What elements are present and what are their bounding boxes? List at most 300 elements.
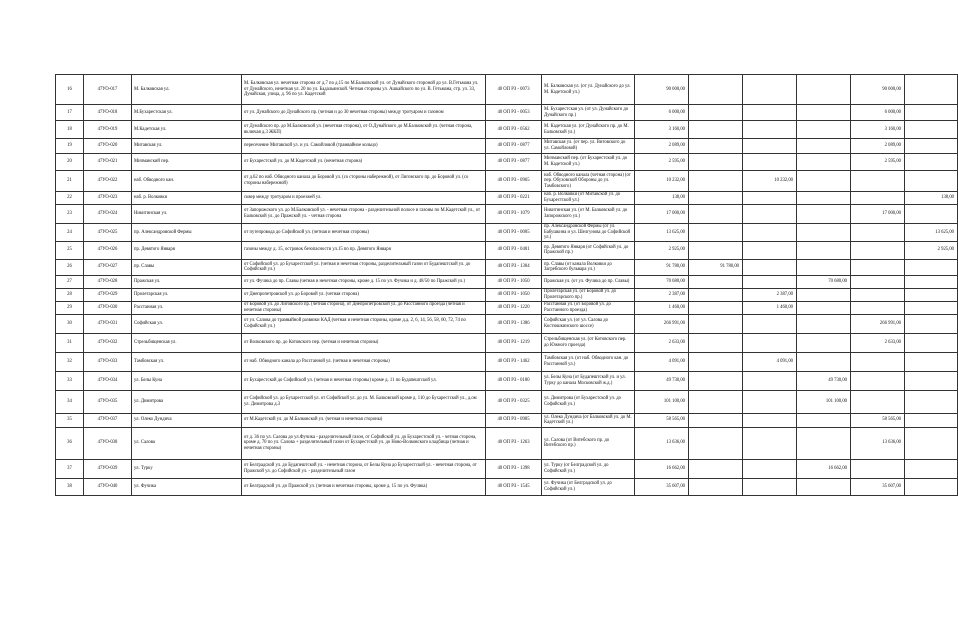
amount-col-6 [905, 259, 958, 275]
road-id: 40 ОП РЗ - 0401 [486, 241, 542, 259]
work-description: сквер между тротуаром и проезжей ул. [242, 192, 486, 205]
work-description: от Софийской ул. до Бухарестской ул. (четная и нечетная стороны, разделительный газон от Будапештской ул. до Софийской ул.) [242, 259, 486, 275]
amount-total: 70 680,00 [635, 275, 689, 288]
object-code: 47УО-037 [84, 413, 132, 427]
amount-total: 10 232,00 [635, 171, 689, 192]
object-code: 47УО-031 [84, 314, 132, 333]
table-row [56, 413, 958, 427]
amount-col-6 [905, 390, 958, 413]
road-id: 40 ОП РЗ - 0221 [486, 192, 542, 205]
work-description: от Бухарестской ул. до М.Кадетской ул. (нечетная сторона) [242, 154, 486, 171]
amount-col-4 [797, 259, 851, 275]
amount-col-2 [689, 241, 743, 259]
table-row [56, 192, 958, 205]
amount-col-5 [851, 352, 905, 371]
amount-col-4 [797, 105, 851, 121]
road-id: 40 ОП РЗ - 0180 [486, 371, 542, 390]
road-id: 40 ОП РЗ - 0877 [486, 139, 542, 154]
amount-total: 17 000,00 [635, 205, 689, 224]
table-row [56, 371, 958, 390]
object-code: 47УО-025 [84, 224, 132, 242]
work-description: от ул. Дунайского до Дунайского пр. (четная и до 30 нечетная стороны) между тротуаром и газоном [242, 105, 486, 121]
street-name: пр. Славы [132, 259, 242, 275]
amount-col-6 [905, 413, 958, 427]
work-description: от д.62 по наб. Обводного канала до Боровой ул. (со стороны набережной), от Лиговского пр. до Боровой ул. (со стороны набережной) [242, 171, 486, 192]
amount-col-4 [797, 333, 851, 352]
amount-col-5: 35 607,00 [851, 478, 905, 495]
amount-total: 2 925,00 [635, 241, 689, 259]
amount-col-4 [797, 154, 851, 171]
work-description: от д. 36 по ул. Салова до ул.Фучика - разделительный газон, от Софийской ул. до Бухарестской ул. - четная сторона, кроме д. 70 по ул. Салова + разделительный газон от Бухарестской ул. до Ново-Волковского кладбища (четная и нечетная стороны) [242, 427, 486, 459]
amount-col-3 [743, 205, 797, 224]
row-number: 37 [56, 459, 84, 478]
amount-col-6 [905, 139, 958, 154]
road-id: 40 ОП РЗ - 0005 [486, 224, 542, 242]
road-id: 40 ОП РЗ - 1263 [486, 427, 542, 459]
road-id: 40 ОП РЗ - 0073 [486, 75, 542, 105]
road-id: 40 ОП РЗ - 1050 [486, 288, 542, 301]
amount-col-4: 101 100,00 [797, 390, 851, 413]
row-number: 20 [56, 154, 84, 171]
row-number: 33 [56, 371, 84, 390]
amount-col-4: 16 662,00 [797, 459, 851, 478]
row-number: 34 [56, 390, 84, 413]
object-code: 47УО-022 [84, 171, 132, 192]
amount-col-3 [743, 139, 797, 154]
row-number: 28 [56, 288, 84, 301]
amount-col-3: 2 387,00 [743, 288, 797, 301]
amount-col-6 [905, 121, 958, 139]
road-segment: Стрельбищенская ул. (от Котовского пер. до Южного проезда) [542, 333, 635, 352]
row-number: 24 [56, 224, 84, 242]
amount-col-3 [743, 371, 797, 390]
street-name: ул. Турку [132, 459, 242, 478]
road-segment: Никитинская ул. (от М. Балковской ул. до Запорожского ул.) [542, 205, 635, 224]
amount-col-6 [905, 171, 958, 192]
amount-col-3 [743, 413, 797, 427]
road-segment: ул. Белы Куна (от Будапештской ул. и ул. Турку до канала Московской ж.д.) [542, 371, 635, 390]
table-row [56, 154, 958, 171]
object-code: 47УО-032 [84, 333, 132, 352]
road-id: 40 ОП РЗ - 1079 [486, 205, 542, 224]
amount-col-5: 90 000,00 [851, 75, 905, 105]
amount-col-4 [797, 314, 851, 333]
street-name: Тамбовская ул. [132, 352, 242, 371]
object-code: 47УО-035 [84, 390, 132, 413]
road-segment: пр. Девятого Января (от Софийской ул. до Пражской пр.) [542, 241, 635, 259]
amount-col-4 [797, 121, 851, 139]
amount-col-6 [905, 427, 958, 459]
table-row [56, 390, 958, 413]
object-code: 47УО-021 [84, 154, 132, 171]
road-segment: Софийская ул. (от ул. Салова до Костюшкинского шоссе) [542, 314, 635, 333]
table-row [56, 459, 958, 478]
amount-total: 2 387,00 [635, 288, 689, 301]
street-name: пр. Александровской Фермы [132, 224, 242, 242]
amount-col-4 [797, 352, 851, 371]
street-name: Стрельбищенская ул. [132, 333, 242, 352]
amount-col-3 [743, 241, 797, 259]
object-code: 47УО-017 [84, 75, 132, 105]
amount-col-2 [689, 390, 743, 413]
work-description: от ул. Фучика до пр. Славы (четная и нечетная стороны, кроме д. 15 по ул. Фучика и д. 48/50 по Пражской ул.) [242, 275, 486, 288]
object-code: 47УО-027 [84, 259, 132, 275]
amount-col-6 [905, 288, 958, 301]
amount-col-2 [689, 105, 743, 121]
amount-col-6 [905, 301, 958, 314]
amount-total: 266 991,00 [635, 314, 689, 333]
road-segment: М. Балковская ул. (от ул. Дунайского до ул. М. Кадетской ул.) [542, 75, 635, 105]
amount-col-6 [905, 154, 958, 171]
road-id: 40 ОП РЗ - 0877 [486, 154, 542, 171]
amount-col-5: 2 089,00 [851, 139, 905, 154]
amount-total: 90 000,00 [635, 75, 689, 105]
table-row [56, 205, 958, 224]
amount-total: 91 780,00 [635, 259, 689, 275]
work-description: от Софийской ул. до Бухарестской ул. от Софийской ул. до ул. М. Балковской кроме д. 110 до Бухарестской ул., д.ом ул. Димитрова д.3 [242, 390, 486, 413]
amount-col-2 [689, 478, 743, 495]
object-code: 47УО-019 [84, 121, 132, 139]
amount-col-3: 4 091,00 [743, 352, 797, 371]
road-segment: М. Кадетская ул. (от Дунайского пр. до М. Балковской ул.) [542, 121, 635, 139]
road-id: 40 ОП РЗ - 0562 [486, 121, 542, 139]
amount-col-4 [797, 205, 851, 224]
street-name: ул. Фучика [132, 478, 242, 495]
table-row [56, 171, 958, 192]
amount-total: 13 636,00 [635, 427, 689, 459]
road-id: 40 ОП РЗ - 0053 [486, 105, 542, 121]
road-id: 40 ОП РЗ - 0325 [486, 390, 542, 413]
amount-col-5: 3 160,00 [851, 121, 905, 139]
street-name: пр. Девятого Января [132, 241, 242, 259]
object-code: 47УО-034 [84, 371, 132, 390]
amount-col-3: 10 232,00 [743, 171, 797, 192]
amount-col-4 [797, 427, 851, 459]
work-description: от М.Кадетской ул. до М.Балковской ул. (четная и нечетная стороны) [242, 413, 486, 427]
amount-col-2 [689, 224, 743, 242]
row-number: 16 [56, 75, 84, 105]
table-row [56, 139, 958, 154]
row-number: 23 [56, 205, 84, 224]
amount-col-3 [743, 333, 797, 352]
table-row [56, 241, 958, 259]
amount-total: 16 662,00 [635, 459, 689, 478]
amount-col-2 [689, 154, 743, 171]
row-number: 21 [56, 171, 84, 192]
amount-col-4 [797, 288, 851, 301]
amount-col-5: 13 636,00 [851, 427, 905, 459]
amount-col-4 [797, 171, 851, 192]
row-number: 26 [56, 259, 84, 275]
amount-col-6: 2 925,00 [905, 241, 958, 259]
row-number: 38 [56, 478, 84, 495]
object-code: 47УО-040 [84, 478, 132, 495]
amount-col-6 [905, 459, 958, 478]
table-row [56, 75, 958, 105]
work-description: М. Балковская ул. нечетная сторона от д.7 по д.15 по М.Балковской ул. от Дунайского стороной до ул. В.Гетьмана ул. от Дунайского, нечетная ул. 20 по ул. Бадальянской. Четная стороны ул. Ашкайского по ул. В. Гетьмана, стр. ул. 33, Дунайская, улица, д. 96 по ул. Кадетской [242, 75, 486, 105]
amount-col-2 [689, 352, 743, 371]
street-name: наб. р. Волковки [132, 192, 242, 205]
amount-col-3 [743, 478, 797, 495]
amount-col-2 [689, 333, 743, 352]
amount-col-2 [689, 192, 743, 205]
street-name: ул. Салова [132, 427, 242, 459]
amount-total: 2 089,00 [635, 139, 689, 154]
amount-total: 2 595,00 [635, 154, 689, 171]
road-segment: ул. Фучика (от Белградской ул. до Софийской ул.) [542, 478, 635, 495]
table-row [56, 333, 958, 352]
row-number: 32 [56, 352, 84, 371]
amount-col-2 [689, 205, 743, 224]
road-segment: Пролетарская ул. (от Боровой ул. до Пролетарского пр.) [542, 288, 635, 301]
work-description: от Бухарестской до Софийской ул. (четная и нечетная стороны) кроме д. 11 по Будапештской ул. [242, 371, 486, 390]
amount-col-3 [743, 427, 797, 459]
table-row [56, 275, 958, 288]
amount-col-6 [905, 314, 958, 333]
row-number: 30 [56, 314, 84, 333]
work-description: от наб. Обводного канала до Расстанной ул. (четная и нечетная стороны) [242, 352, 486, 371]
amount-col-2 [689, 121, 743, 139]
road-segment: Тамбовская ул. (от наб. Обводного кан. до Расстанной ул.) [542, 352, 635, 371]
street-name: Никитинская ул. [132, 205, 242, 224]
object-code: 47УО-039 [84, 459, 132, 478]
amount-col-4 [797, 478, 851, 495]
amount-col-4 [797, 75, 851, 105]
street-name: ул. Димитрова [132, 390, 242, 413]
amount-col-5 [851, 288, 905, 301]
street-name: М.Бухарестская ул. [132, 105, 242, 121]
work-description: от Запорожского ул. до М.Балковской ул. - нечетная сторона - разделительной полосе и газоны по М.Кадетской ул., от Балковской ул. до Пражской ул. - четная сторона [242, 205, 486, 224]
row-number: 19 [56, 139, 84, 154]
object-code: 47УО-024 [84, 205, 132, 224]
amount-col-5 [851, 241, 905, 259]
road-id: 40 ОП РЗ - 1219 [486, 333, 542, 352]
amount-col-2 [689, 413, 743, 427]
road-segment: Пражская ул. (от ул. Фучика до пр. Славы) [542, 275, 635, 288]
amount-col-4 [797, 413, 851, 427]
street-name: ул. Олеко Дундича [132, 413, 242, 427]
road-segment: наб. Обводного канала (четная сторона) (от пер. Обуховской Обороны до ул. Тамбовского) [542, 171, 635, 192]
amount-col-5 [851, 259, 905, 275]
amount-col-2 [689, 275, 743, 288]
amount-col-3 [743, 390, 797, 413]
row-number: 22 [56, 192, 84, 205]
object-code: 47УО-030 [84, 301, 132, 314]
amount-col-3 [743, 121, 797, 139]
table-row [56, 427, 958, 459]
object-code: 47УО-020 [84, 139, 132, 154]
amount-col-3 [743, 192, 797, 205]
road-id: 40 ОП РЗ - 1220 [486, 301, 542, 314]
amount-total: 4 091,00 [635, 352, 689, 371]
amount-col-5: 266 991,00 [851, 314, 905, 333]
amount-total: 58 565,00 [635, 413, 689, 427]
street-name: Софийская ул. [132, 314, 242, 333]
row-number: 25 [56, 241, 84, 259]
amount-col-6 [905, 205, 958, 224]
work-description: от ул. Салова до трамвайной развязки КАД (четная и нечетная стороны, кроме д.д. 2, 6, 14, 56, 58, 60, 72, 74 по Софийской ул.) [242, 314, 486, 333]
amount-col-6: 138,00 [905, 192, 958, 205]
road-id: 40 ОП РЗ - 1545 [486, 478, 542, 495]
road-segment: ул. Турку (от Белградской ул. до Софийской ул.) [542, 459, 635, 478]
work-description: от путепровода до Софийской ул. (четная и нечетная стороны) [242, 224, 486, 242]
object-code: 47УО-023 [84, 192, 132, 205]
amount-col-2 [689, 314, 743, 333]
amount-col-3: 1 460,00 [743, 301, 797, 314]
amount-col-3 [743, 75, 797, 105]
amount-total: 6 000,00 [635, 105, 689, 121]
road-id: 40 ОП РЗ - 1386 [486, 314, 542, 333]
work-description: от Белградской ул. до Будапештской ул. - нечетная сторона, от Белы Куна до Бухарестской ул. - нечетная сторона, от Пражской ул. до Софийской ул. - разделительный газон [242, 459, 486, 478]
amount-col-5: 17 000,00 [851, 205, 905, 224]
work-description: от Днепропетровской ул. до Боровой ул. (четная сторона) [242, 288, 486, 301]
amount-col-5 [851, 192, 905, 205]
amount-col-6 [905, 478, 958, 495]
row-number: 27 [56, 275, 84, 288]
street-name: Пражская ул. [132, 275, 242, 288]
amount-total: 3 160,00 [635, 121, 689, 139]
road-id: 40 ОП РЗ - 1462 [486, 352, 542, 371]
amount-col-5 [851, 371, 905, 390]
table-row [56, 121, 958, 139]
amount-col-6 [905, 275, 958, 288]
road-id: 40 ОП РЗ - 1304 [486, 259, 542, 275]
amount-col-6 [905, 371, 958, 390]
road-segment: Мичманский пер. (от Бухарестской ул. до М. Кадетской ул.) [542, 154, 635, 171]
street-name: ул. Белы Куна [132, 371, 242, 390]
road-segment: М. Бухарестская ул. (от ул. Дунайского до Дунайского пр.) [542, 105, 635, 121]
road-segment: наб. р. Волковки (от Митавской ул. до Бухарестской ул.) [542, 192, 635, 205]
object-code: 47УО-026 [84, 241, 132, 259]
amount-total: 138,00 [635, 192, 689, 205]
amount-col-4: 49 730,00 [797, 371, 851, 390]
row-number: 36 [56, 427, 84, 459]
amount-col-5 [851, 459, 905, 478]
table-row [56, 259, 958, 275]
work-description: пересечение Митавской ул. и ул. Самойловой (трамвайное кольцо) [242, 139, 486, 154]
road-segment: ул. Олеко Дундича (от Балковской ул. до М. Кадетской ул.) [542, 413, 635, 427]
amount-total: 1 460,00 [635, 301, 689, 314]
road-id: 40 ОП РЗ - 0965 [486, 171, 542, 192]
street-name: М. Балковская ул. [132, 75, 242, 105]
amount-col-5 [851, 390, 905, 413]
amount-col-2 [689, 139, 743, 154]
amount-col-6 [905, 333, 958, 352]
amount-col-4 [797, 139, 851, 154]
street-name: наб. Обводного кан. [132, 171, 242, 192]
amount-col-5 [851, 275, 905, 288]
object-code: 47УО-038 [84, 427, 132, 459]
amount-col-2 [689, 301, 743, 314]
road-segment: ул. Димитрова (от Бухарестской ул. до Софийской ул.) [542, 390, 635, 413]
amount-col-3 [743, 105, 797, 121]
table-row [56, 224, 958, 242]
street-name: Пролетарская ул. [132, 288, 242, 301]
table-body [56, 75, 958, 496]
amount-col-3 [743, 314, 797, 333]
amount-col-2 [689, 288, 743, 301]
amount-col-5 [851, 224, 905, 242]
row-number: 35 [56, 413, 84, 427]
amount-total: 13 625,00 [635, 224, 689, 242]
road-segment: Митавская ул. (от пер. ул. Витовского до ул. Самойловой) [542, 139, 635, 154]
row-number: 31 [56, 333, 84, 352]
road-id: 40 ОП РЗ - 0985 [486, 413, 542, 427]
work-description: газоны между д. 15, островок безопасности ул.15 по пр. Девятого Января [242, 241, 486, 259]
amount-col-4 [797, 241, 851, 259]
amount-total: 2 633,00 [635, 333, 689, 352]
amount-col-2 [689, 75, 743, 105]
road-segment: Расстанная ул. (от Боровой ул. до Расстанного проезда) [542, 301, 635, 314]
amount-col-5 [851, 171, 905, 192]
amount-col-5: 6 000,00 [851, 105, 905, 121]
amount-col-3 [743, 259, 797, 275]
object-code: 47УО-028 [84, 275, 132, 288]
object-code: 47УО-033 [84, 352, 132, 371]
amount-col-5 [851, 301, 905, 314]
road-segment: пр. Александровской Фермы (от ул. Бабушкина и ул. Шелгунова до Софийской ул.) [542, 224, 635, 242]
amount-col-3 [743, 459, 797, 478]
amount-col-4 [797, 224, 851, 242]
row-number: 17 [56, 105, 84, 121]
amount-col-4 [797, 192, 851, 205]
budget-table [55, 74, 958, 496]
amount-col-2: 91 780,00 [689, 259, 743, 275]
road-segment: пр. Славы (от канала Волковки до Загребского бульвара ул.) [542, 259, 635, 275]
table-row [56, 288, 958, 301]
road-id: 40 ОП РЗ - 1398 [486, 459, 542, 478]
table-row [56, 314, 958, 333]
amount-col-2 [689, 371, 743, 390]
work-description: от Дунайского пр. до М.Балковской ул. (нечетная сторона), от О.Дунайского до М.Балковской ул. (четная сторона, включая д.3 ЖКП) [242, 121, 486, 139]
amount-col-2 [689, 171, 743, 192]
road-segment: ул. Салова (от Витебского пр. до Витебского пр.) [542, 427, 635, 459]
street-name: М.Кадетская ул. [132, 121, 242, 139]
amount-col-4 [797, 301, 851, 314]
street-name: Расстанная ул. [132, 301, 242, 314]
amount-total: 101 100,00 [635, 390, 689, 413]
amount-col-5: 2 595,00 [851, 154, 905, 171]
table-row [56, 352, 958, 371]
amount-col-2 [689, 427, 743, 459]
street-name: Мичманский пер. [132, 154, 242, 171]
row-number: 18 [56, 121, 84, 139]
object-code: 47УО-018 [84, 105, 132, 121]
table-row [56, 105, 958, 121]
table-row [56, 478, 958, 495]
row-number: 29 [56, 301, 84, 314]
amount-col-4: 70 680,00 [797, 275, 851, 288]
work-description: от Белградской ул. до Пражской ул. (четная и нечетная стороны, кроме д. 15 по ул. Фучика) [242, 478, 486, 495]
amount-col-3 [743, 275, 797, 288]
amount-col-2 [689, 459, 743, 478]
amount-col-6: 13 625,00 [905, 224, 958, 242]
amount-total: 35 607,00 [635, 478, 689, 495]
road-id: 40 ОП РЗ - 1050 [486, 275, 542, 288]
amount-col-6 [905, 352, 958, 371]
amount-col-6 [905, 75, 958, 105]
amount-col-5: 2 633,00 [851, 333, 905, 352]
amount-col-5: 58 565,00 [851, 413, 905, 427]
amount-col-6 [905, 105, 958, 121]
document-page [55, 74, 954, 496]
work-description: от Волковского пр. до Котовского пер. (четная и нечетная стороны) [242, 333, 486, 352]
object-code: 47УО-029 [84, 288, 132, 301]
street-name: Митавская ул. [132, 139, 242, 154]
amount-total: 49 730,00 [635, 371, 689, 390]
amount-col-3 [743, 224, 797, 242]
amount-col-3 [743, 154, 797, 171]
